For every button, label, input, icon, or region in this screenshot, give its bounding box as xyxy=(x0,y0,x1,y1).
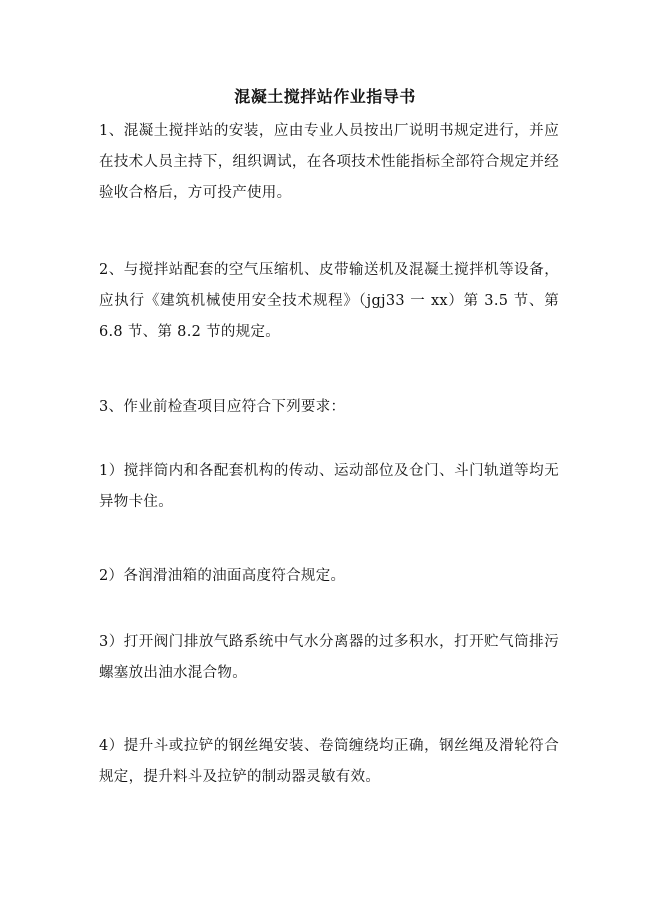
paragraph-2-equipment-rules: 2、与搅拌站配套的空气压缩机、皮带输送机及混凝土搅拌机等设备，应执行《建筑机械使用安全技术规程》（jgj33 一 xx）第 3.5 节、第 6.8 节、第 8.2 节的规定。 xyxy=(99,262,559,340)
paragraph-1-installation: 1、混凝土搅拌站的安装，应由专业人员按出厂说明书规定进行，并应在技术人员主持下，组织调试，在各项技术性能指标全部符合规定并经验收合格后，方可投产使用。 xyxy=(99,123,559,201)
paragraph-check-item-2: 2）各润滑油箱的油面高度符合规定。 xyxy=(99,568,346,584)
paragraph-3-pre-check-intro: 3、作业前检查项目应符合下列要求： xyxy=(99,399,346,415)
paragraph-check-item-4: 4）提升斗或拉铲的钢丝绳安装、卷筒缠绕均正确，钢丝绳及滑轮符合规定，提升料斗及拉铲的制动器灵敏有效。 xyxy=(99,738,559,785)
document-title: 混凝土搅拌站作业指导书 xyxy=(234,87,416,106)
paragraph-check-item-1: 1）搅拌筒内和各配套机构的传动、运动部位及仓门、斗门轨道等均无异物卡住。 xyxy=(99,463,559,510)
paragraph-check-item-3: 3）打开阀门排放气路系统中气水分离器的过多积水，打开贮气筒排污螺塞放出油水混合物。 xyxy=(99,634,559,681)
